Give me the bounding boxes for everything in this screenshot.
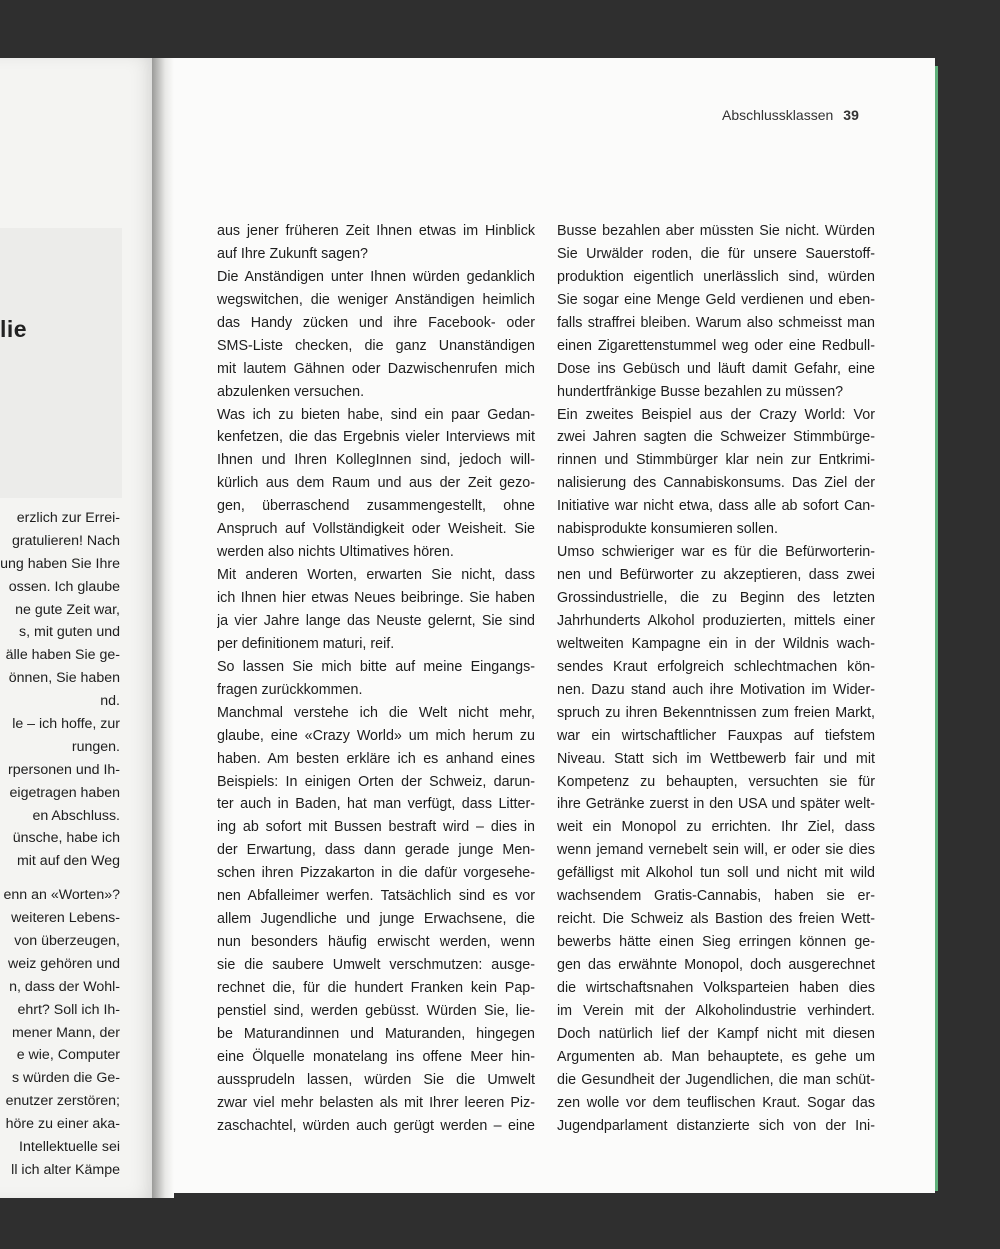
left-page-line: eigetragen haben	[9, 784, 120, 801]
text-line: wegswitchen, die weniger Anständigen heimlich	[217, 291, 535, 308]
text-line: nen Abfalleimer werfen. Tatsächlich sind es vor	[217, 888, 535, 905]
left-page-line: s würden die Ge-	[11, 1070, 120, 1087]
text-line: glaube, eine «Crazy World» um mich herum zu	[217, 727, 535, 744]
text-line: Ihnen und Ihren KollegInnen sind, jedoch will-	[217, 452, 535, 469]
text-line: allem Jugendliche und junge Erwachsene, die	[217, 911, 535, 928]
text-line: werden also nichts Ultimatives hören.	[217, 544, 454, 561]
text-line: kenfetzen, die das Ergebnis vieler Interviews mit	[217, 429, 535, 446]
text-line: Ein zweites Beispiel aus der Crazy World: Vor	[557, 406, 875, 423]
text-line: ja vier Jahre lange das Neuste gelernt, Sie sind	[217, 612, 535, 629]
text-line: SMS-Liste checken, die ganz Unanständigen	[217, 337, 535, 354]
text-line: eine Ölquelle monatelang ins offene Meer hin-	[217, 1048, 535, 1065]
left-page-line: gratulieren! Nach	[11, 532, 120, 549]
text-line: produktion eigentlich unerlässlich sind, würden	[557, 268, 875, 285]
left-page-line: höre zu einer aka-	[5, 1116, 120, 1133]
left-page-line: e wie, Computer	[16, 1047, 120, 1064]
text-line: zen wolle vor dem teuflischen Kraut. Sogar das	[557, 1094, 875, 1111]
text-line: Grossindustrielle, die zu Beginn des letzten	[557, 590, 875, 606]
text-line: weit ein Monopol zu errichten. Ihr Ziel, dass	[557, 819, 875, 836]
text-line: Umso schwieriger war es für die Befürworterin-	[557, 544, 875, 561]
left-page	[0, 58, 160, 1198]
text-line: falls straffrei bleiben. Warum also schmeisst man	[557, 314, 875, 331]
left-page-line: ehrt? Soll ich Ih-	[17, 1001, 120, 1018]
text-line: Busse bezahlen aber müssten Sie nicht. Würden	[557, 223, 875, 239]
text-line: sie die saubere Umwelt verschmutzen: ausge-	[217, 957, 535, 973]
text-line: schen ihren Pizzakarton in die dafür vorgesehe-	[217, 865, 535, 882]
text-column-right	[557, 220, 875, 1138]
text-line: Jugendparlament distanzierte sich von der Ini-	[557, 1117, 875, 1134]
text-line: nun besonders häufig erwischt werden, wenn	[217, 934, 535, 951]
text-line: Die Anständigen unter Ihnen würden gedanklich	[217, 268, 535, 285]
text-line: per definitionem maturi, reif.	[217, 635, 395, 652]
text-line: Jahrhunderts Alkohol produzierten, mittels einer	[557, 612, 875, 629]
left-page-text	[0, 507, 120, 1182]
text-line: Niveau. Statt sich im Wettbewerb fair und mit	[557, 750, 875, 767]
text-line: sendes Kraut erfolgreich schlechtmachen kön-	[557, 658, 875, 675]
text-line: die wirtschaftsnahen Volksparteien haben dies	[557, 979, 875, 996]
left-page-heading-fragment: lie	[0, 316, 28, 342]
text-line: zwei Jahren sagten die Schweizer Stimmbürge-	[557, 429, 875, 446]
text-line: aussprudeln lassen, würden Sie die Umwelt	[217, 1071, 535, 1088]
text-line: fragen zurückkommen.	[217, 681, 363, 698]
left-page-line: rpersonen und Ih-	[8, 761, 120, 778]
text-line: Sie sogar eine Menge Geld verdienen und eben-	[557, 291, 875, 308]
text-line: nen und Befürworter zu akzeptieren, dass zwei	[557, 567, 875, 584]
text-line: die Gesundheit der Jugendlichen, die man schüt-	[557, 1071, 875, 1088]
text-line: haben. Am besten erkläre ich es anhand eines	[217, 750, 535, 767]
left-page-line: weiz gehören und	[7, 955, 120, 972]
text-line: der Erwartung, dass dann gerade junge Men-	[217, 842, 535, 859]
left-page-line: Intellektuelle sei	[19, 1139, 120, 1156]
left-page-line: le – ich hoffe, zur	[12, 716, 120, 733]
left-page-line: ünsche, habe ich	[12, 830, 120, 847]
text-line: zwar viel mehr belasten als mit Ihrer leeren Piz-	[217, 1094, 535, 1111]
running-header	[722, 107, 859, 123]
section-title: Abschlussklassen	[722, 107, 834, 123]
left-page-line: mit auf den Weg	[16, 853, 120, 870]
left-page-line: önnen, Sie haben	[8, 670, 120, 687]
text-line: Beispiels: In einigen Orten der Schweiz, darun-	[217, 773, 535, 790]
left-page-gray-box	[0, 228, 122, 498]
left-page-line: enn an «Worten»?	[3, 887, 120, 904]
text-line: aus jener früheren Zeit Ihnen etwas im Hinblick	[217, 223, 535, 239]
left-page-line: ossen. Ich glaube	[8, 578, 120, 595]
text-line: wenn jemand vernebelt sein will, er oder sie dies	[557, 842, 875, 859]
text-line: be Maturandinnen und Maturanden, hingegen	[217, 1025, 535, 1042]
page-number: 39	[843, 107, 859, 123]
text-line: gen das erwähnte Monopol, doch ausgerechnet	[557, 957, 875, 973]
left-page-line: ung haben Sie Ihre	[0, 555, 120, 572]
left-page-line: rungen.	[71, 738, 120, 755]
text-line: gefälligst mit Alkohol tun soll und nicht mit wild	[557, 865, 875, 882]
left-page-line: en Abschluss.	[32, 807, 120, 824]
text-line: mit lautem Gähnen oder Dazwischenrufen mich	[217, 360, 535, 377]
text-line: Dose ins Gebüsch und läuft damit Gefahr, eine	[557, 360, 875, 377]
text-line: Mit anderen Worten, erwarten Sie nicht, dass	[217, 567, 535, 584]
left-page-line: s, mit guten und	[19, 624, 120, 641]
text-line: rechnet die, für die hundert Franken kein Pap-	[217, 979, 535, 996]
text-line: penstiel sind, werden gebüsst. Würden Sie, lie-	[217, 1002, 535, 1019]
text-line: spruch zu ihren Bekenntnissen zum freien Markt,	[557, 704, 875, 721]
text-line: Doch natürlich lief der Kampf nicht mit diesen	[557, 1025, 875, 1042]
text-line: Kompetenz zu behaupten, versuchten sie für	[557, 773, 875, 790]
left-page-line: ll ich alter Kämpe	[11, 1161, 120, 1178]
text-line: zaschachtel, würden auch gerügt werden – eine	[217, 1117, 535, 1134]
text-line: ich Ihnen hier etwas Neues beibringe. Sie haben	[217, 590, 535, 606]
left-page-line: älle haben Sie ge-	[5, 647, 120, 664]
text-line: Sie Urwälder roden, die für unsere Sauerstoff-	[557, 245, 875, 262]
left-page-line: von überzeugen,	[14, 933, 120, 950]
text-line: ing ab sofort mit Bussen bestraft wird – dies in	[217, 819, 535, 836]
text-line: Argumenten ab. Man behauptete, es gehe um	[557, 1048, 875, 1065]
left-page-line: erzlich zur Errei-	[16, 510, 120, 526]
left-page-line	[0, 873, 120, 884]
text-column-left	[217, 220, 535, 1138]
left-page-line: weiteren Lebens-	[11, 910, 120, 927]
text-line: reicht. Die Schweiz als Bastion des freien Wett-	[557, 911, 875, 928]
text-line: Initiative war nicht etwa, dass alle ab sofort Can-	[557, 498, 875, 515]
left-page-line: ne gute Zeit war,	[15, 601, 120, 618]
text-line: Manchmal verstehe ich die Welt nicht mehr,	[217, 704, 535, 721]
text-line: Anspruch auf Vollständigkeit oder Weisheit. Sie	[217, 521, 535, 538]
text-line: So lassen Sie mich bitte auf meine Eingangs-	[217, 658, 535, 675]
text-line: im Verein mit der Alkoholindustrie verhindert.	[557, 1002, 875, 1019]
left-page-line: mener Mann, der	[11, 1024, 120, 1041]
text-line: ihre Getränke zuerst in den USA und später welt-	[557, 796, 875, 813]
left-page-line: n, dass der Wohl-	[9, 978, 120, 995]
text-line: wachsendem Gratis-Cannabis, haben sie er-	[557, 888, 875, 905]
text-line: gen, überraschend zusammengestellt, ohne	[217, 498, 535, 515]
left-page-line: enutzer zerstören;	[5, 1093, 120, 1110]
text-line: abzulenken versuchen.	[217, 383, 365, 400]
text-line: nalisierung des Cannabiskonsums. Das Ziel der	[557, 475, 875, 492]
text-line: weltweiten Kampagne ein in der Wildnis wach-	[557, 635, 875, 652]
text-line: kürlich aus dem Raum und aus der Zeit gezo-	[217, 475, 535, 492]
text-line: hundertfränkige Busse bezahlen zu müssen?	[557, 383, 844, 400]
text-line: Was ich zu bieten habe, sind ein paar Gedan-	[217, 406, 535, 423]
left-page-line: nd.	[100, 693, 120, 710]
text-line: bewerbs hätte einen Sieg erringen können ge-	[557, 934, 875, 951]
text-line: nabisprodukte konsumieren sollen.	[557, 521, 778, 538]
book-gutter	[152, 58, 174, 1198]
text-line: war ein wirtschaftlicher Fauxpas auf tiefstem	[557, 727, 875, 744]
text-line: auf Ihre Zukunft sagen?	[217, 245, 369, 262]
text-line: rinnen und Stimmbürger klar nein zur Entkrimi-	[557, 452, 875, 469]
text-line: einen Zigarettenstummel weg oder eine Redbull-	[557, 337, 875, 354]
text-line: ter auch in Baden, hat man verfügt, dass Litter-	[217, 796, 535, 813]
text-line: das Handy zücken und ihre Facebook- oder	[217, 314, 535, 331]
text-line: nen. Dazu stand auch ihre Motivation im Wider-	[557, 681, 875, 698]
